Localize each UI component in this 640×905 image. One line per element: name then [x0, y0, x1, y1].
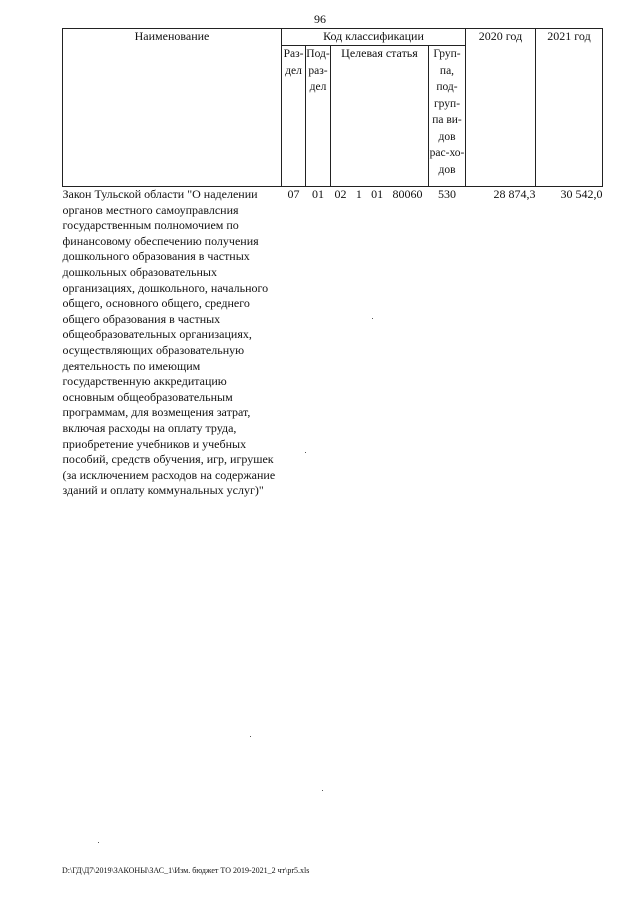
row-name: Закон Тульской области "О наделении органов местного самоуправлсния государственным полномочием по финансовому обеспечению получения дошкольного образования в частных дошкольных образовательных организациях, дошкольного, начального общего, основного общего, среднего общего образования в частных общеобразовательных организациях, осуществляющих образовательную деятельность по имеющим государственную аккредитацию основным общеобразовательным программам, для возмещения затрат, включая расходы на оплату труда, приобретение учебников и учебных пособий, средств обучения, игр, игрушек (за исключением расходов на содержание зданий и оплату коммунальных услуг)" [62, 187, 276, 498]
scan-speck [250, 736, 251, 737]
year-2020-header: 2020 год [466, 29, 536, 187]
article-program-code: 02 [334, 187, 347, 201]
section-header: Раз-дел [282, 46, 306, 187]
article-direction-code: 80060 [392, 187, 423, 201]
year-2021-header: 2021 год [536, 29, 603, 187]
budget-table [62, 28, 603, 499]
section-code: 07 [287, 187, 300, 201]
article-event-code: 01 [371, 187, 384, 201]
scan-speck [372, 318, 373, 319]
article-subprogram-code: 1 [355, 187, 362, 201]
expense-group-header: Груп-па, под-груп-па ви-дов рас-хо-дов [429, 46, 466, 187]
classification-code-header: Код классификации [282, 29, 466, 46]
subsection-header: Под-раз-дел [306, 46, 331, 187]
expense-type-code: 530 [438, 187, 456, 201]
page-number: 96 [314, 12, 326, 26]
subsection-code: 01 [312, 187, 324, 201]
header-row [63, 29, 603, 46]
value-2020: 28 874,3 [493, 187, 536, 201]
file-path-footer: D:\ГД\Д7\2019\ЗАКОНЫ\ЗАС_1\Изм. бюджет ТО 2019-2021_2 чт\pr5.xls [62, 866, 310, 875]
name-column-header: Наименование [63, 29, 282, 187]
target-article-header: Целевая статья [331, 46, 429, 187]
scan-speck [322, 790, 323, 791]
target-article-code [331, 187, 429, 499]
scan-speck [98, 842, 99, 843]
value-2021: 30 542,0 [560, 187, 603, 201]
table-row [63, 187, 603, 499]
scan-speck [305, 452, 306, 453]
